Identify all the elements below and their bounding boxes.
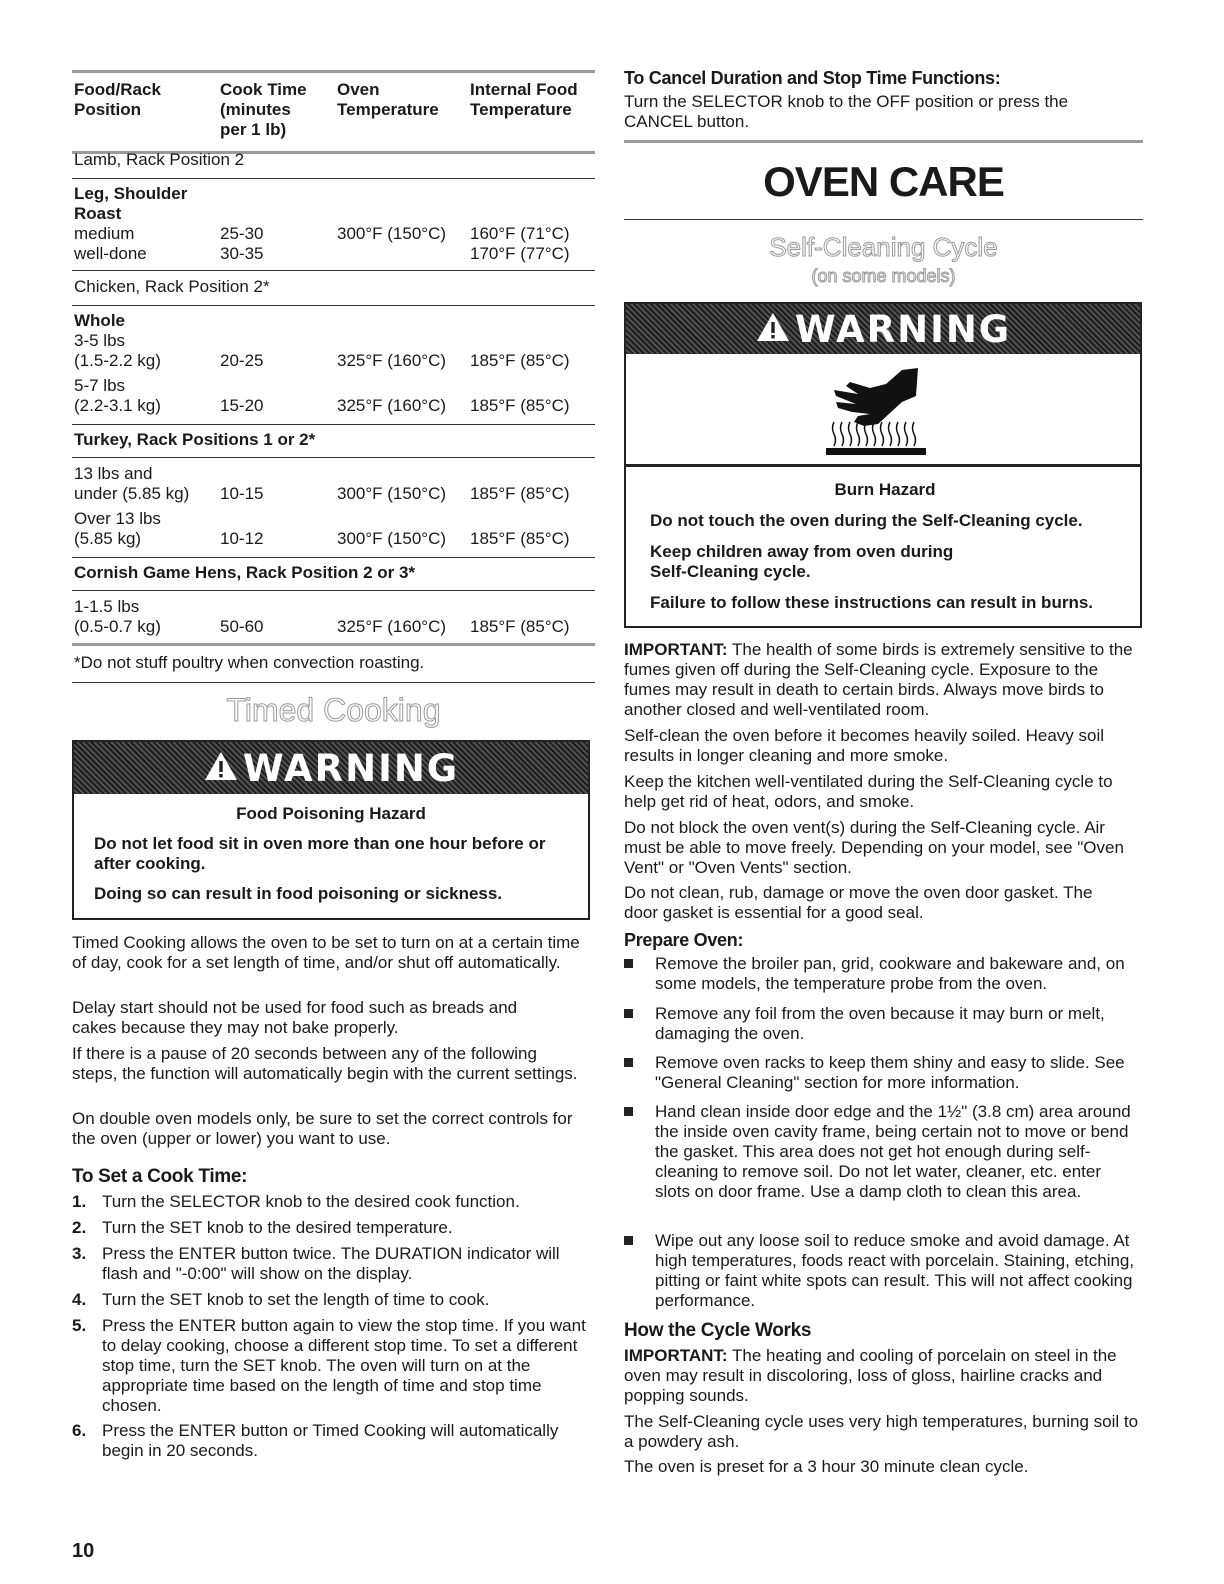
how-cycle-works-heading: How the Cycle Works (624, 1320, 812, 1341)
list-item: Remove the broiler pan, grid, cookware and bakeware and, on some models, the temperature probe from the oven. (624, 954, 1139, 994)
self-cleaning-note: (on some models) (811, 266, 956, 286)
cancel-heading: To Cancel Duration and Stop Time Functions: (624, 68, 1001, 88)
hazard-name: Burn Hazard (834, 480, 936, 499)
vent-note: Do not block the oven vent(s) during the Self-Cleaning cycle. Air must be able to move freely. Depending on your model, see "Oven Vent" or "Oven Vents" section. (624, 818, 1124, 877)
warning-title: WARNING (242, 746, 460, 790)
list-item: 6. Press the ENTER button or Timed Cooking will automatically begin in 20 seconds. (72, 1421, 559, 1460)
table-divider (72, 590, 595, 591)
warning-triangle-icon (203, 750, 239, 787)
burn-hazard-warning (624, 302, 1142, 628)
list-item: Hand clean inside door edge and the 1½" (3.8 cm) area around the inside oven cavity frame, being certain not to move or bend the gasket. This area does not get hot enough during self-cleaning to remove soil. Do not let water, cleaner, etc. enter slots on door frame. Use a damp cloth to clean this area. (624, 1102, 1139, 1202)
food-poisoning-warning (72, 740, 590, 920)
oven-care-title: OVEN CARE (763, 158, 1004, 205)
ventilation-note: Keep the kitchen well-ventilated during the Self-Cleaning cycle to help get rid of heat, odors, and smoke. (624, 772, 1113, 811)
warning-line: Keep children away from oven during Self-Cleaning cycle. (650, 542, 954, 581)
list-item: 2. Turn the SET knob to the desired temperature. (72, 1218, 453, 1237)
section-divider (624, 140, 1143, 143)
delay-start-note: Delay start should not be used for food such as breads and cakes because they may not bake properly. (72, 998, 518, 1037)
timed-cooking-title: Timed Cooking (226, 692, 441, 728)
warning-line: Do not let food sit in oven more than one hour before or after cooking. (94, 834, 546, 873)
warning-line: Failure to follow these instructions can result in burns. (650, 593, 1094, 612)
porcelain-important-note: IMPORTANT: The heating and cooling of porcelain on steel in the oven may result in discoloring, loss of gloss, hairline cracks and popping sounds. (624, 1346, 1117, 1405)
hazard-name: Food Poisoning Hazard (236, 804, 426, 823)
section-divider (624, 219, 1143, 220)
table-footnote: *Do not stuff poultry when convection roasting. (74, 653, 425, 672)
warning-body (94, 804, 568, 904)
warning-line: Do not touch the oven during the Self-Cleaning cycle. (650, 511, 1083, 530)
gasket-note: Do not clean, rub, damage or move the oven door gasket. The door gasket is essential for a good seal. (624, 883, 1093, 922)
hot-surface-icon (806, 366, 946, 456)
high-temperature-note: The Self-Cleaning cycle uses very high temperatures, burning soil to a powdery ash. (624, 1412, 1139, 1451)
list-item: Remove any foil from the oven because it may burn or melt, damaging the oven. (624, 1004, 1139, 1044)
list-item: 1. Turn the SELECTOR knob to the desired cook function. (72, 1192, 520, 1211)
table-divider (72, 305, 595, 306)
warning-banner (74, 742, 588, 794)
double-oven-note: On double oven models only, be sure to set the correct controls for the oven (upper or lower) you want to use. (72, 1109, 573, 1148)
table-divider (72, 270, 595, 271)
set-cook-time-heading: To Set a Cook Time: (72, 1166, 248, 1187)
list-item: 4. Turn the SET knob to set the length of time to cook. (72, 1290, 490, 1309)
self-cleaning-title: Self-Cleaning Cycle (769, 232, 998, 262)
list-item: 3. Press the ENTER button twice. The DURATION indicator will flash and "-0:00" will show on the display. (72, 1244, 560, 1283)
section-divider (72, 682, 595, 683)
cancel-text: Turn the SELECTOR knob to the OFF position or press the CANCEL button. (624, 92, 1069, 131)
header-food-rack: Food/Rack Position (74, 80, 161, 119)
list-item: 5. Press the ENTER button again to view the stop time. If you want to delay cooking, choose a different stop time. To set a different stop time, turn the SET knob. The oven will turn on at the appropriate time based on the length of time and stop time chosen. (72, 1316, 586, 1415)
birds-important-note: IMPORTANT: The health of some birds is extremely sensitive to the fumes given off during the Self-Cleaning cycle. Exposure to the fumes may result in death to certain birds. Always move birds to another closed and well-ventilated room. (624, 640, 1133, 719)
header-internal-temp: Internal Food Temperature (470, 80, 578, 119)
bullet-square-icon (624, 959, 633, 968)
header-cook-time: Cook Time (minutes per 1 lb) (220, 80, 307, 139)
bullet-square-icon (624, 1107, 633, 1116)
table-bottom-rule (72, 643, 595, 646)
warning-triangle-icon (755, 311, 791, 348)
prepare-oven-heading: Prepare Oven: (624, 930, 744, 950)
warning-title: WARNING (794, 307, 1012, 351)
table-divider (72, 178, 595, 179)
bullet-square-icon (624, 1058, 633, 1067)
self-clean-note: Self-clean the oven before it becomes heavily soiled. Heavy soil results in longer cleaning and more smoke. (624, 726, 1105, 765)
bullet-square-icon (624, 1236, 633, 1245)
table-divider (72, 424, 595, 425)
roasting-table-header (72, 70, 595, 154)
page-number: 10 (72, 1540, 95, 1562)
warning-body (650, 480, 1120, 613)
bullet-square-icon (624, 1009, 633, 1018)
table-divider (72, 557, 595, 558)
list-item: Remove oven racks to keep them shiny and easy to slide. See "General Cleaning" section for more information. (624, 1053, 1139, 1093)
warning-line: Doing so can result in food poisoning or sickness. (94, 884, 503, 903)
header-oven-temp: Oven Temperature (337, 80, 439, 119)
preset-note: The oven is preset for a 3 hour 30 minute clean cycle. (624, 1457, 1029, 1476)
timed-cooking-intro: Timed Cooking allows the oven to be set to turn on at a certain time of day, cook for a set length of time, and/or shut off automatically. (72, 933, 580, 972)
warning-banner (626, 304, 1140, 354)
table-divider (72, 457, 595, 458)
warning-divider (626, 464, 1140, 467)
pause-note: If there is a pause of 20 seconds between any of the following steps, the function will automatically begin with the current settings. (72, 1044, 578, 1083)
list-item: Wipe out any loose soil to reduce smoke and avoid damage. At high temperatures, foods react with porcelain. Staining, etching, pitting or faint white spots can result. This will not affect cooking performance. (624, 1231, 1139, 1311)
